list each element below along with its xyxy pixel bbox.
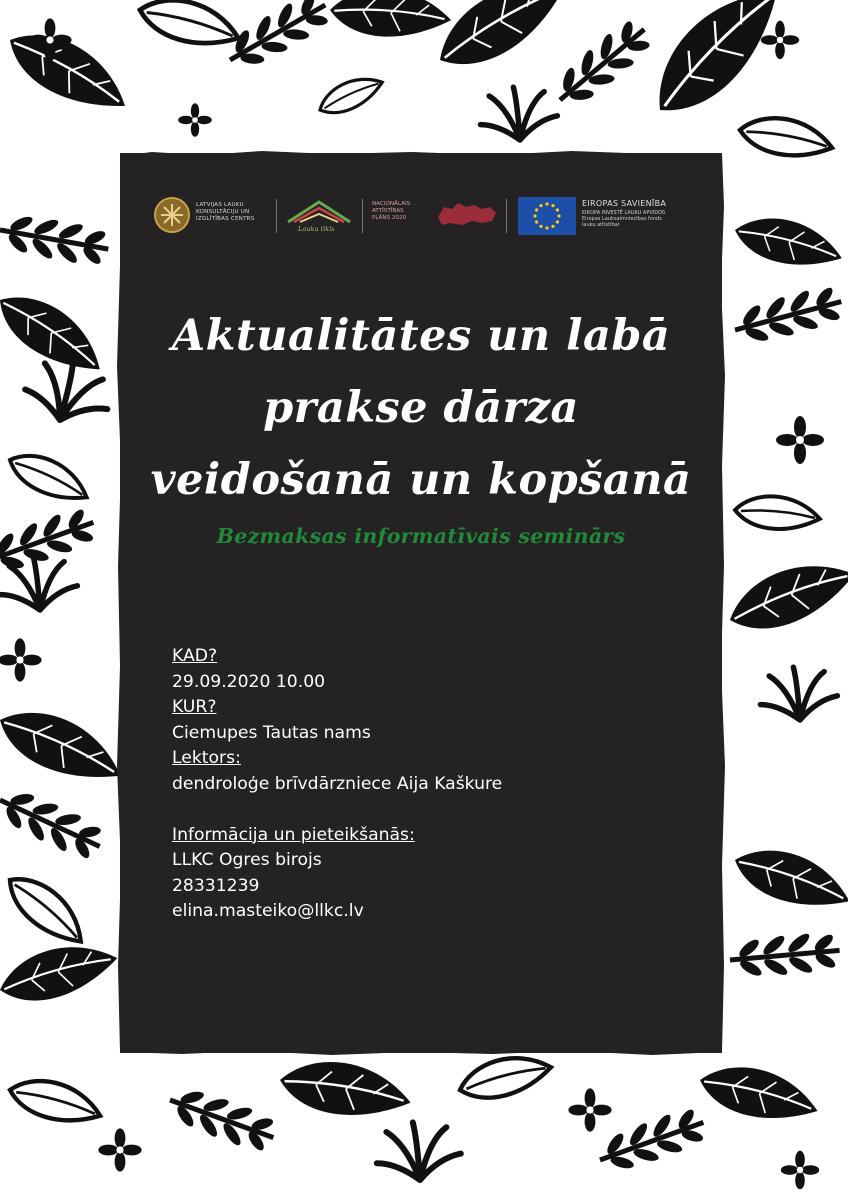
contact-email[interactable]: elina.masteiko@llkc.lv xyxy=(172,901,364,921)
llkc-text: LATVIJAS LAUKU KONSULTĀCIJU UN IZGLĪTĪBAS CENTRS xyxy=(196,202,255,222)
eu-subtitle: EIROPA INVESTĒ LAUKU APVIDOS Eiropas Lauksaimniecības fonds lauku attīstībai xyxy=(582,210,666,228)
eu-flag-icon xyxy=(518,197,576,235)
llkc-logo xyxy=(154,193,274,239)
partner-logos xyxy=(150,193,710,239)
lecturer-value: dendroloģe brīvdārzniece Aija Kaškure xyxy=(172,773,503,794)
where-label: KUR? xyxy=(172,697,217,717)
nap-logo xyxy=(372,197,502,237)
eu-logo xyxy=(518,197,708,237)
lauku-tikls-logo xyxy=(286,196,352,236)
llkc-emblem-icon xyxy=(154,197,190,233)
logo-separator xyxy=(362,199,363,233)
latvia-map-icon xyxy=(436,199,498,229)
eu-title: EIROPAS SAVIENĪBA xyxy=(582,199,667,208)
when-label: KAD? xyxy=(172,646,218,666)
contact-label: Informācija un pieteikšanās: xyxy=(172,824,415,845)
lauku-tikls-text: Lauku tīkls xyxy=(298,225,335,233)
lecturer-label: Lektors: xyxy=(172,748,241,768)
event-info xyxy=(172,644,692,925)
contact-phone[interactable]: 28331239 xyxy=(172,875,260,896)
contact-org: LLKC Ogres birojs xyxy=(172,850,322,870)
logo-separator xyxy=(506,199,507,233)
when-value: 29.09.2020 10.00 xyxy=(172,671,326,692)
page-subtitle: Bezmaksas informatīvais seminārs xyxy=(216,524,626,548)
page-title: Aktualitātes un labā prakse dārza veidošanā un kopšanā xyxy=(150,311,692,505)
nap-text: NACIONĀLAIS ATTĪSTĪBAS PLĀNS 2020 xyxy=(372,201,411,221)
where-value: Ciemupes Tautas nams xyxy=(172,722,371,743)
spacer xyxy=(172,797,692,823)
lauku-tikls-icon xyxy=(286,196,352,226)
logo-separator xyxy=(276,199,277,233)
